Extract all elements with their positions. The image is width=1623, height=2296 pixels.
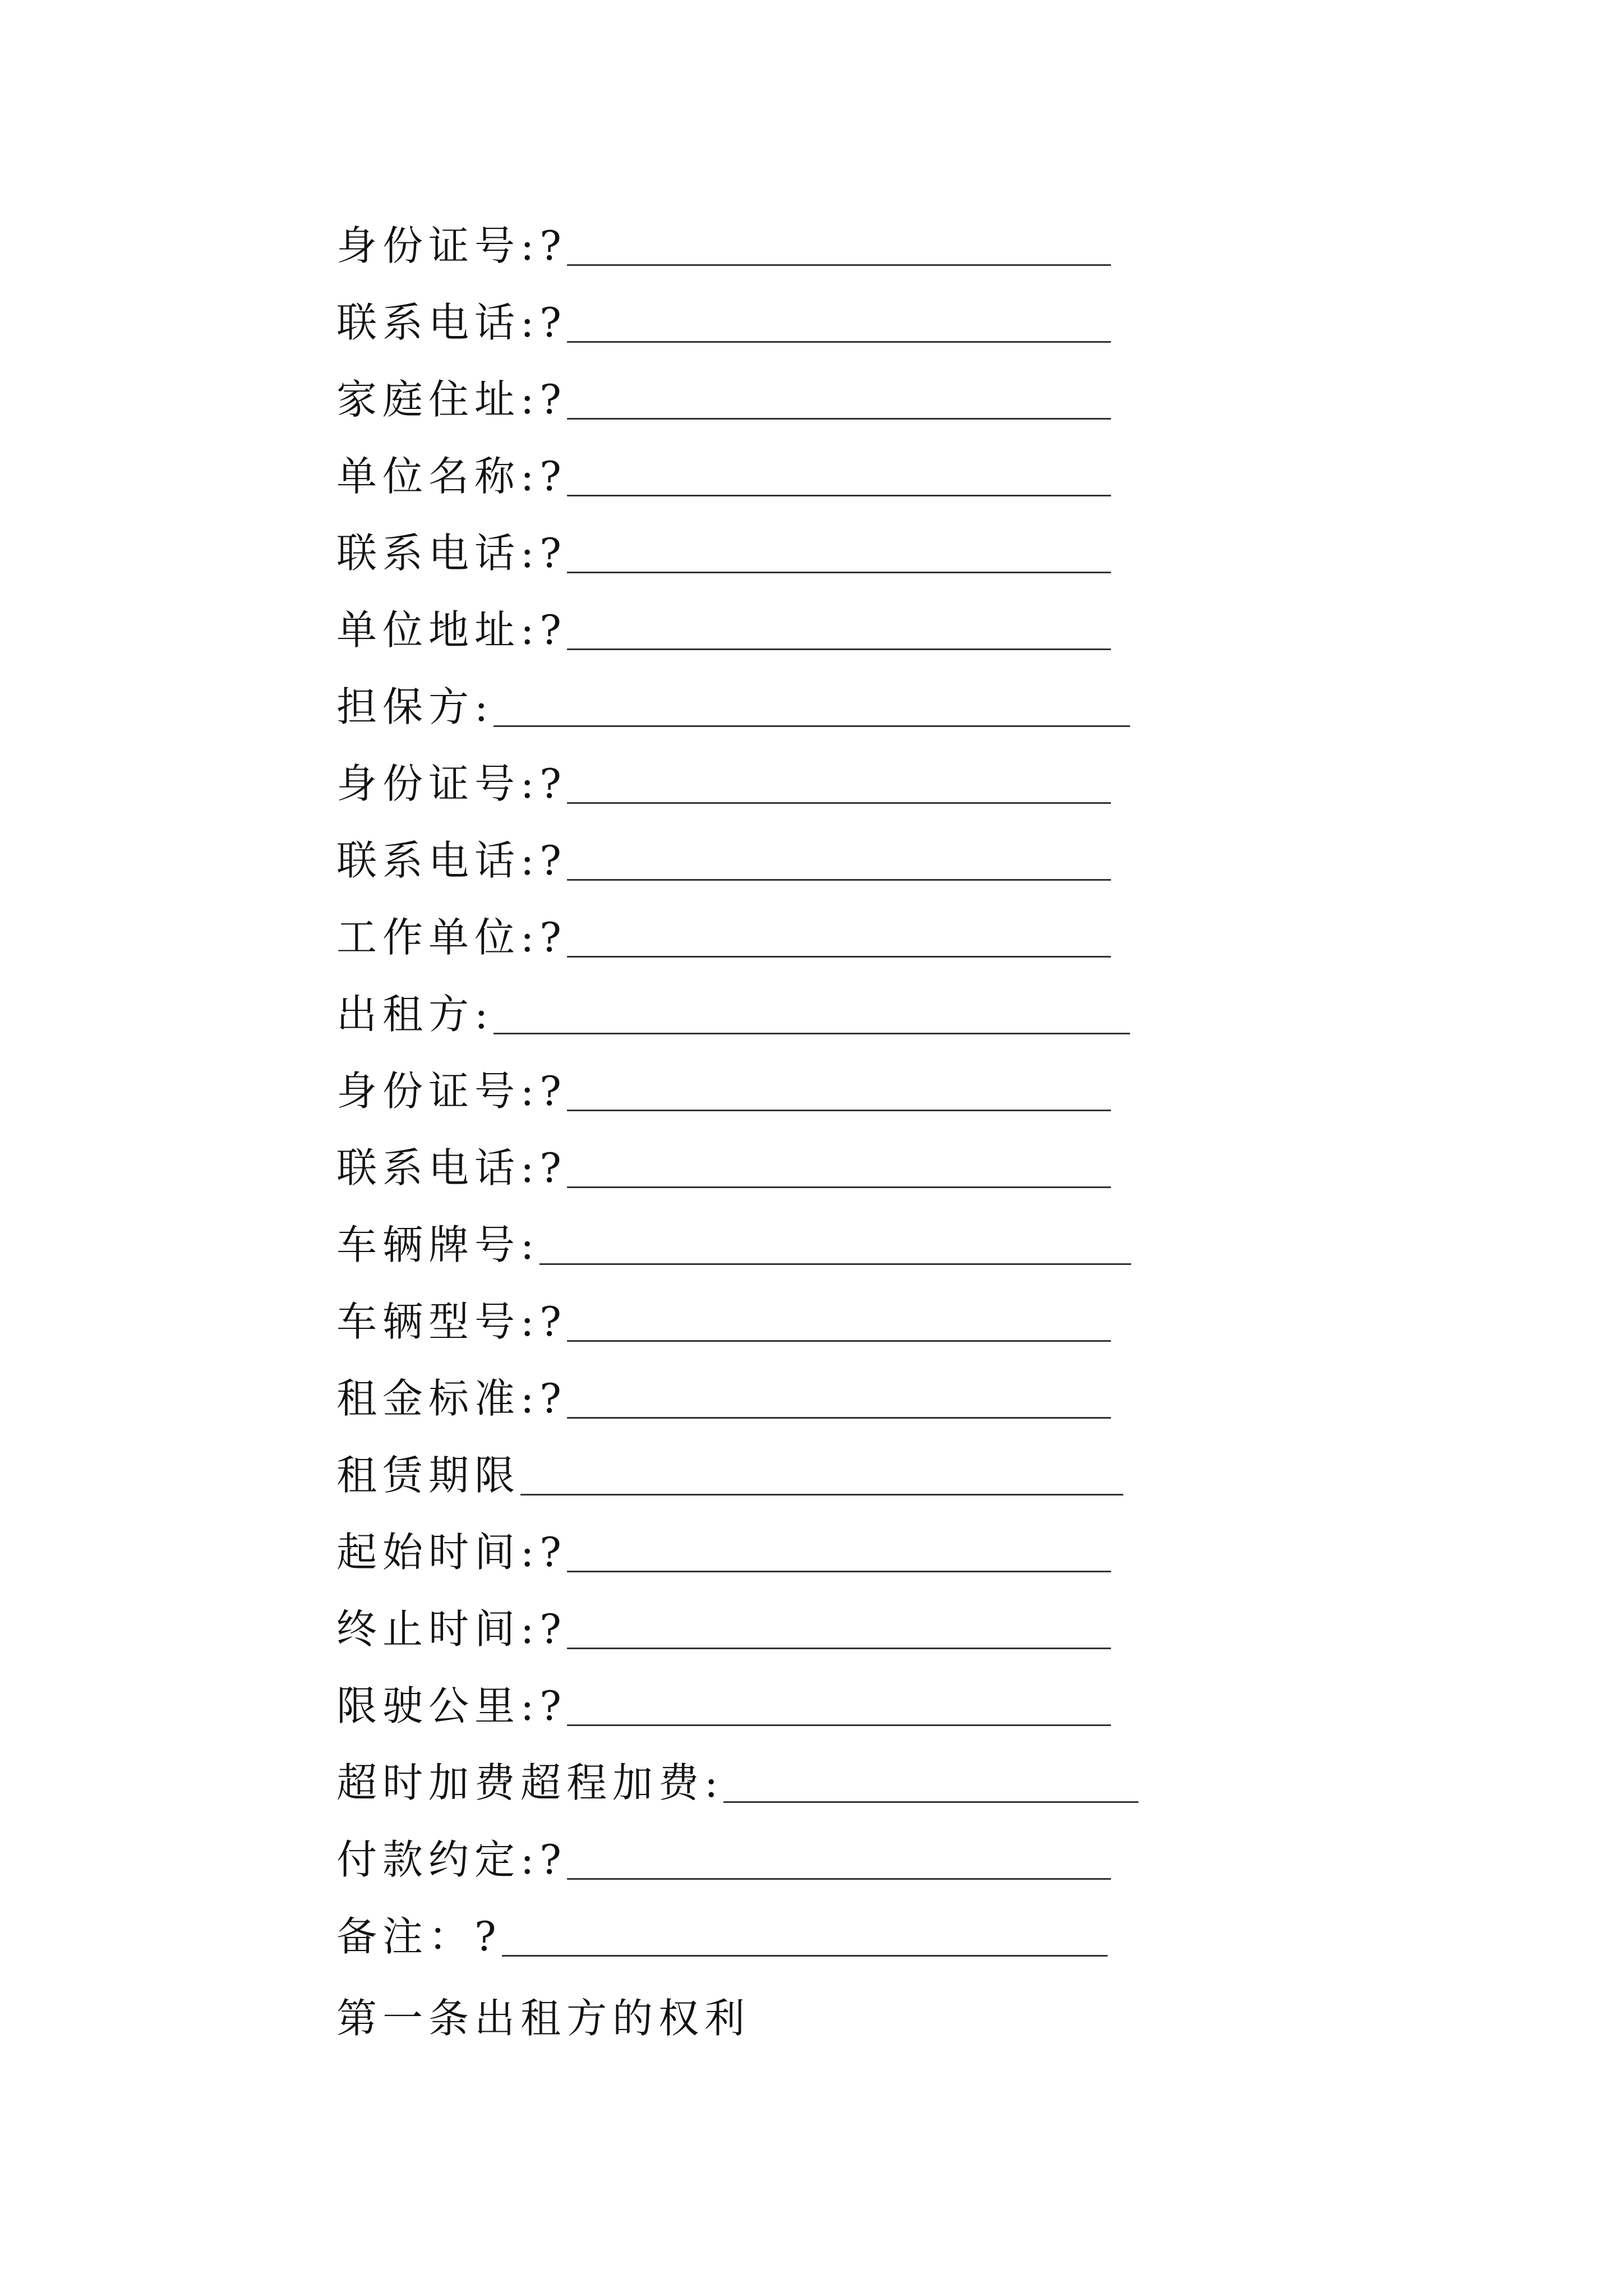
field-label: 单位名称:?	[336, 453, 567, 500]
blank-line	[567, 1416, 1111, 1419]
field-work-unit	[336, 899, 1111, 961]
field-lessor	[336, 976, 1130, 1038]
field-label: 付款约定:?	[336, 1836, 567, 1883]
blank-line	[502, 1954, 1108, 1957]
field-label: 终止时间:?	[336, 1605, 567, 1653]
field-label: 出租方:	[336, 991, 494, 1038]
field-plate-number	[336, 1207, 1131, 1268]
field-label: 租赁期限	[336, 1452, 521, 1499]
blank-line	[567, 955, 1111, 958]
field-label: 起始时间:?	[336, 1529, 567, 1576]
field-label: 备注：?	[336, 1913, 502, 1960]
blank-line	[567, 494, 1111, 496]
field-label: 租金标准:?	[336, 1375, 567, 1422]
field-remarks	[336, 1898, 1108, 1960]
field-phone-4	[336, 1130, 1111, 1191]
field-payment-terms	[336, 1821, 1111, 1883]
blank-line	[723, 1800, 1138, 1803]
field-overtime-fees	[336, 1745, 1138, 1806]
field-label: 身份证号:?	[336, 222, 567, 269]
field-label: 单位地址:?	[336, 606, 567, 654]
field-label: 家庭住址:?	[336, 376, 567, 423]
field-lease-term	[336, 1437, 1123, 1499]
blank-line	[567, 417, 1111, 420]
field-id-number-1	[336, 208, 1111, 269]
blank-line	[567, 1570, 1111, 1572]
field-vehicle-model	[336, 1283, 1111, 1345]
blank-line	[567, 1877, 1111, 1880]
field-id-number-3	[336, 1053, 1111, 1115]
blank-line	[567, 878, 1111, 881]
blank-line	[540, 1262, 1131, 1265]
field-id-number-2	[336, 746, 1111, 807]
blank-line	[567, 1723, 1111, 1726]
field-home-address	[336, 361, 1111, 423]
field-label: 身份证号:?	[336, 760, 567, 807]
field-label: 联系电话:?	[336, 299, 567, 346]
field-label: 担保方:	[336, 683, 494, 730]
field-mileage-limit	[336, 1668, 1111, 1729]
blank-line	[567, 1339, 1111, 1342]
blank-line	[567, 801, 1111, 804]
field-end-time	[336, 1591, 1111, 1653]
field-rent-standard	[336, 1360, 1111, 1422]
blank-line	[567, 340, 1111, 343]
blank-line	[494, 724, 1130, 727]
field-phone-3	[336, 822, 1111, 884]
field-label: 联系电话:?	[336, 530, 567, 577]
blank-line	[567, 647, 1111, 650]
field-guarantor	[336, 669, 1130, 730]
field-label: 联系电话:?	[336, 1144, 567, 1191]
field-employer-name	[336, 438, 1111, 500]
field-label: 身份证号:?	[336, 1068, 567, 1115]
field-label: 工作单位:?	[336, 914, 567, 961]
blank-line	[567, 1646, 1111, 1649]
blank-line	[567, 1185, 1111, 1188]
blank-line	[567, 263, 1111, 266]
field-employer-address	[336, 592, 1111, 654]
field-label: 限驶公里:?	[336, 1682, 567, 1729]
blank-line	[494, 1032, 1130, 1034]
blank-line	[520, 1493, 1123, 1496]
field-label: 车辆牌号:	[336, 1221, 540, 1268]
field-label: 联系电话:?	[336, 837, 567, 884]
field-label: 车辆型号:?	[336, 1298, 567, 1345]
field-phone-2	[336, 515, 1111, 577]
field-label: 超时加费超程加费:	[336, 1759, 724, 1806]
field-start-time	[336, 1514, 1111, 1576]
blank-line	[567, 1108, 1111, 1111]
blank-line	[567, 570, 1111, 573]
section-heading: 第一条出租方的权利	[336, 1995, 751, 2042]
field-phone-1	[336, 284, 1111, 346]
